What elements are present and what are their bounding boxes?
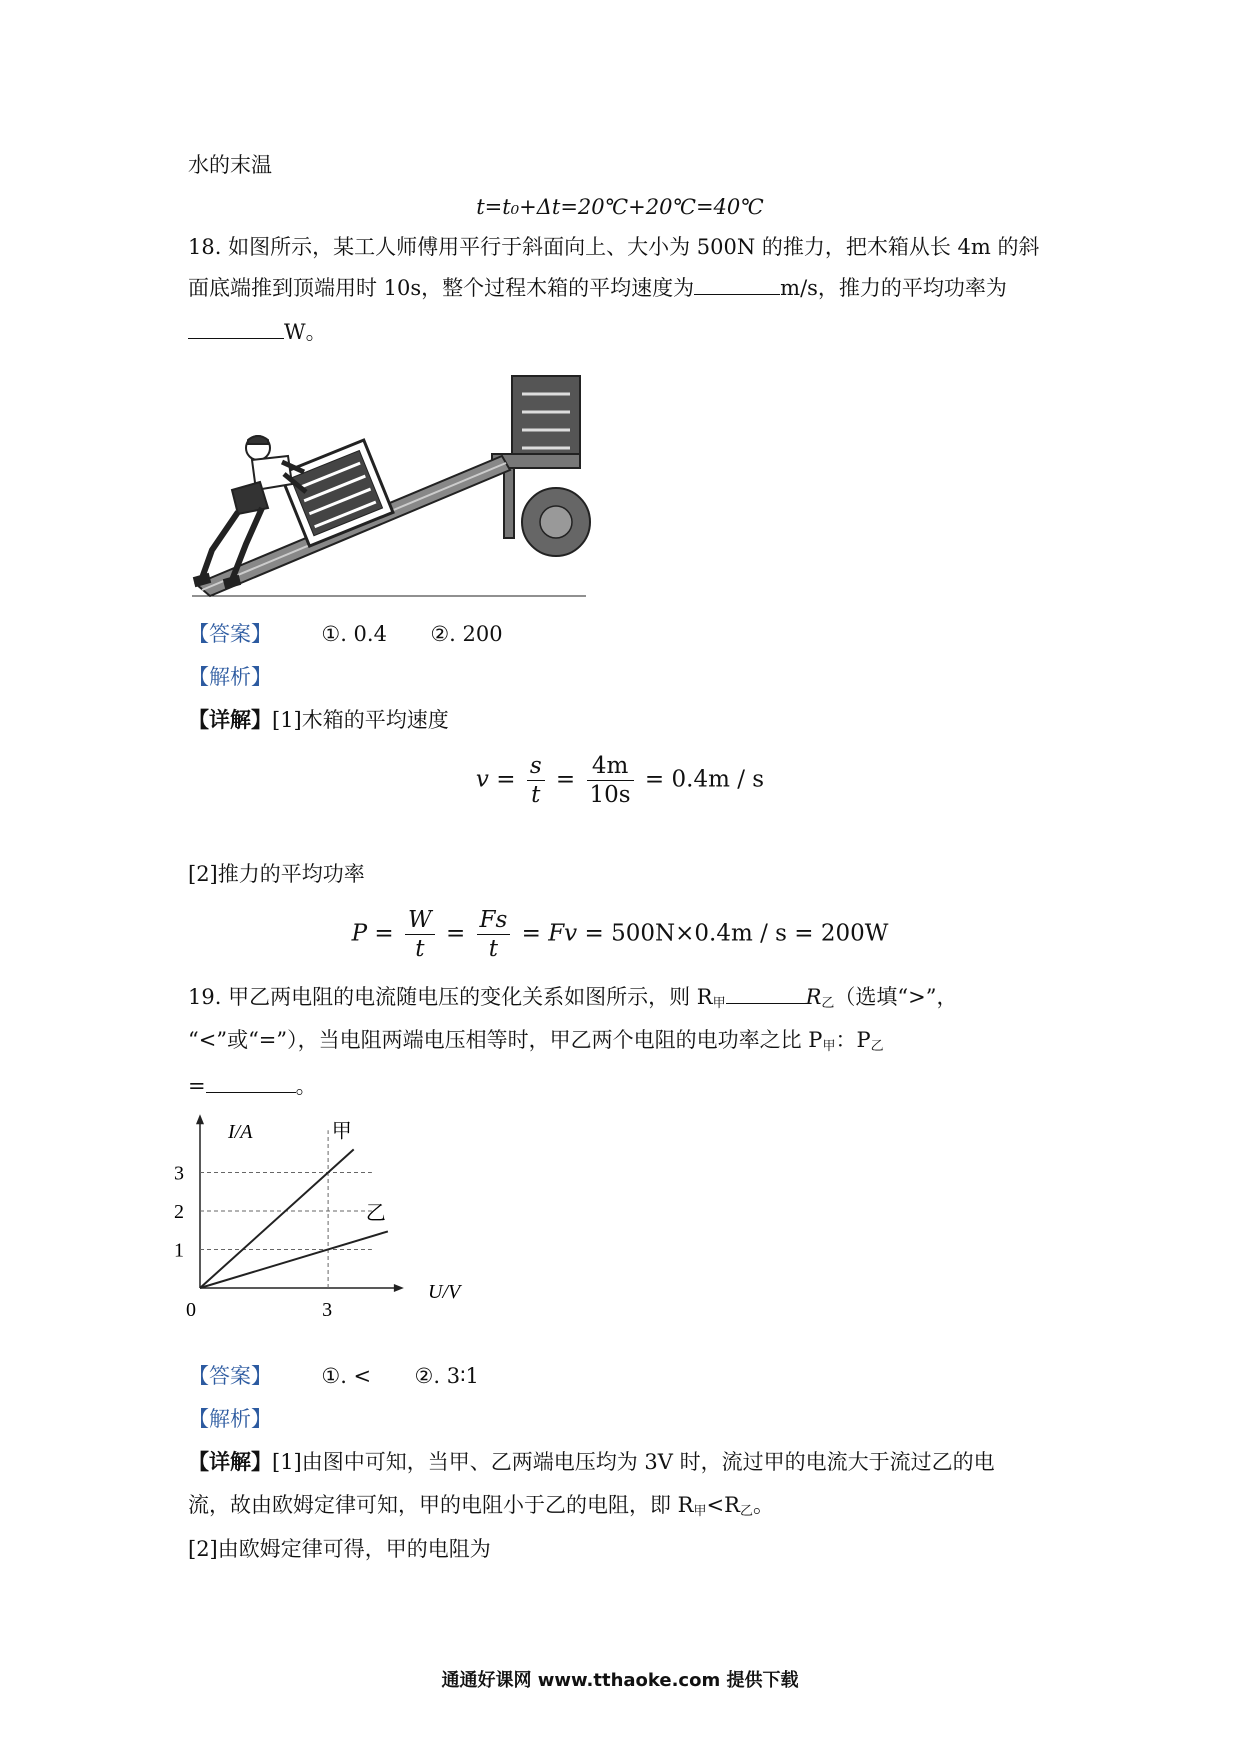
q18-blank-2 bbox=[188, 320, 284, 339]
detail-tag: 【详解】 bbox=[188, 707, 272, 732]
answer-tag: 【答案】 bbox=[188, 1364, 272, 1388]
x-tick-label: 3 bbox=[322, 1299, 333, 1321]
series-label: 乙 bbox=[365, 1200, 386, 1225]
detail-text: 流，故由欧姆定律可知，甲的电阻小于乙的电阻，即 R bbox=[188, 1493, 694, 1517]
denominator: 10s bbox=[589, 782, 631, 808]
q19-text: （选填“>”， bbox=[834, 985, 958, 1009]
q19-detail1 bbox=[188, 1448, 995, 1476]
detail-text: 。 bbox=[752, 1493, 774, 1517]
eq-result: 0.4m / s bbox=[671, 766, 765, 793]
denominator: t bbox=[531, 782, 541, 808]
subscript: 甲 bbox=[712, 996, 726, 1011]
x-axis-label: U/V bbox=[428, 1281, 461, 1303]
crate bbox=[280, 440, 393, 546]
subscript: 乙 bbox=[870, 1039, 884, 1054]
temperature-formula-text: t=t₀+Δt=20℃+20℃=40℃ bbox=[476, 195, 764, 219]
fraction bbox=[405, 906, 435, 963]
x-tick-label: 0 bbox=[186, 1299, 196, 1321]
q18-answer bbox=[188, 620, 503, 648]
q19-line1 bbox=[188, 983, 957, 1018]
y-tick-label: 3 bbox=[174, 1162, 184, 1185]
answer-item: ②. 200 bbox=[430, 622, 503, 646]
equation-velocity: v = $\frac{s}{t}$ = $\frac{4m}{10s}$ = 0.4m / s bbox=[475, 753, 765, 808]
q19-text: ：P bbox=[835, 1028, 871, 1052]
q19-line3 bbox=[188, 1072, 317, 1100]
answer-tag: 【答案】 bbox=[188, 622, 272, 646]
q19-answer bbox=[188, 1362, 479, 1390]
subscript: 甲 bbox=[822, 1039, 836, 1054]
detail-text: [1]由图中可知，当甲、乙两端电压均为 3V 时，流过甲的电流大于流过乙的电 bbox=[272, 1450, 995, 1474]
detail-tag: 【详解】 bbox=[188, 1449, 272, 1474]
detail-text: <R bbox=[706, 1493, 740, 1517]
q18-blank-1 bbox=[694, 276, 780, 295]
q18-detail1 bbox=[188, 706, 449, 734]
q18-line3 bbox=[188, 318, 327, 346]
q19-analysis-tag: 【解析】 bbox=[188, 1407, 272, 1431]
q19-line2 bbox=[188, 1026, 884, 1061]
series-line bbox=[200, 1149, 354, 1288]
q18-line2-text: 面底端推到顶端用时 10s，整个过程木箱的平均速度为 bbox=[188, 276, 695, 300]
q19-blank-1 bbox=[726, 985, 806, 1004]
q19-text: 19. 甲乙两电阻的电流随电压的变化关系如图所示，则 R bbox=[188, 985, 713, 1009]
denominator: t bbox=[488, 936, 499, 962]
subscript: 乙 bbox=[739, 1504, 753, 1519]
q19-text: = bbox=[188, 1074, 206, 1098]
eq-result: 500N×0.4m / s = 200W bbox=[611, 920, 889, 947]
ramp-illustration bbox=[192, 374, 586, 596]
eq-symbol: P bbox=[351, 920, 368, 947]
q18-line3-text: W。 bbox=[284, 320, 327, 344]
answer-item: ①. 0.4 bbox=[321, 622, 387, 646]
detail-text: [1]木箱的平均速度 bbox=[272, 708, 449, 732]
answer-item: ②. 3∶1 bbox=[414, 1364, 479, 1388]
numerator: W bbox=[405, 906, 435, 935]
answer-item: ①. < bbox=[321, 1364, 372, 1388]
q19-text: “<”或“=”），当电阻两端电压相等时，甲乙两个电阻的电功率之比 P bbox=[188, 1028, 823, 1052]
top-text: 水的末温 bbox=[188, 153, 272, 177]
q19-detail2 bbox=[188, 1491, 774, 1526]
fraction bbox=[477, 906, 511, 963]
q19-text: R bbox=[805, 985, 822, 1009]
y-axis-arrow bbox=[196, 1114, 204, 1124]
fraction bbox=[527, 752, 545, 809]
q18-analysis-tag: 【解析】 bbox=[188, 665, 272, 689]
denominator: t bbox=[415, 936, 425, 962]
numerator: s bbox=[527, 752, 545, 781]
equation-power: P = $\frac{W}{t}$ = $\frac{Fs}{t}$ = Fv = 500N×0.4m / s = 200W bbox=[351, 907, 889, 962]
iu-chart bbox=[174, 1116, 486, 1352]
q19-blank-2 bbox=[206, 1074, 296, 1093]
numerator: Fs bbox=[477, 906, 511, 935]
temperature-formula bbox=[0, 195, 1240, 219]
q18-line2-text-b: m/s，推力的平均功率为 bbox=[780, 276, 1007, 300]
subscript: 乙 bbox=[821, 996, 835, 1011]
x-axis-arrow bbox=[394, 1284, 404, 1292]
series-label: 甲 bbox=[331, 1118, 352, 1143]
numerator: 4m bbox=[587, 752, 634, 781]
y-tick-label: 1 bbox=[174, 1239, 184, 1262]
q18-line2 bbox=[188, 274, 1007, 302]
subscript: 甲 bbox=[693, 1504, 707, 1519]
series-line bbox=[200, 1231, 388, 1288]
q18-line1: 18. 如图所示，某工人师傅用平行于斜面向上、大小为 500N 的推力，把木箱从长 4m 的斜 bbox=[188, 235, 1040, 259]
y-axis-label: I/A bbox=[228, 1121, 253, 1143]
q19-text: 。 bbox=[295, 1074, 317, 1098]
q19-detail3: [2]由欧姆定律可得，甲的电阻为 bbox=[188, 1537, 491, 1561]
footer-text: 通通好课网 www.tthaoke.com 提供下载 bbox=[441, 1670, 799, 1691]
eq-symbol: v bbox=[475, 766, 489, 793]
eq-mid: Fv bbox=[548, 920, 578, 947]
truck-box bbox=[512, 376, 580, 464]
q18-detail2: [2]推力的平均功率 bbox=[188, 862, 365, 886]
fraction bbox=[587, 752, 634, 809]
y-tick-label: 2 bbox=[174, 1201, 184, 1223]
